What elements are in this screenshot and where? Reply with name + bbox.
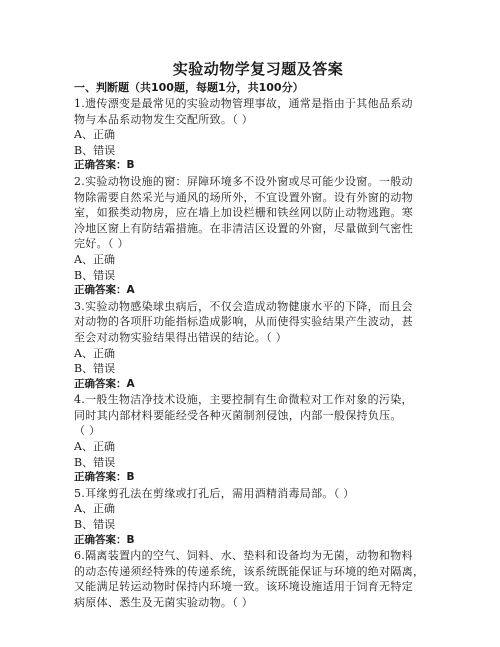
question-item bbox=[74, 96, 442, 174]
correct-answer: 正确答案：B bbox=[74, 533, 135, 546]
question-text-line: 的动态传递须经特殊的传递系统，该系统既能保证与环境的绝对隔离， bbox=[74, 564, 425, 578]
question-text-line: （ ） bbox=[74, 424, 101, 438]
question-text-line: 至会对动物实验结果得出错误的结论。（ ） bbox=[74, 330, 287, 344]
question-item bbox=[74, 548, 442, 610]
correct-answer: 正确答案：A bbox=[74, 284, 135, 297]
question-text-line: 4.一般生物洁净技术设施，主要控制有生命微粒对工作对象的污染， bbox=[74, 393, 413, 407]
document-title: 实验动物学复习题及答案 bbox=[172, 60, 344, 78]
question-text-line: 5.耳缘剪孔法在剪缘或打孔后，需用酒精消毒局部。（ ） bbox=[74, 486, 355, 500]
question-item bbox=[74, 392, 442, 486]
correct-answer: 正确答案：A bbox=[74, 377, 135, 390]
answer-option: B、错误 bbox=[74, 143, 116, 157]
question-text-line: 同时其内部材料要能经受各种灭菌制剂侵蚀，内部一般保持负压。 bbox=[74, 408, 402, 422]
question-text-line: 室，如猴类动物房，应在墙上加设栏栅和铁丝网以防止动物逃跑。寒 bbox=[74, 206, 413, 220]
question-text-line: 物与本品系动物发生交配所致。（ ） bbox=[74, 112, 254, 126]
answer-option: B、错误 bbox=[74, 268, 116, 282]
question-text-line: 1.遗传漂变是最常见的实验动物管理事故，通常是指由于其他品系动 bbox=[74, 97, 413, 110]
correct-answer: 正确答案：B bbox=[74, 159, 135, 172]
answer-option: B、错误 bbox=[74, 455, 116, 469]
answer-option: A、正确 bbox=[74, 252, 115, 266]
question-item bbox=[74, 174, 442, 299]
question-text-line: 物除需要自然采光与通风的场所外，不宜设置外窗。设有外窗的动物 bbox=[74, 190, 413, 204]
question-text-line: 对动物的各项肝功能指标造成影响，从而使得实验结果产生波动，甚 bbox=[74, 315, 413, 329]
question-text-line: 6.隔离装置内的空气、饲料、水、垫料和设备均为无菌，动物和物料 bbox=[74, 549, 413, 563]
correct-answer: 正确答案：B bbox=[74, 471, 135, 484]
question-text-line: 病原体、悉生及无菌实验动物。（ ） bbox=[74, 596, 254, 609]
answer-option: A、正确 bbox=[74, 346, 115, 360]
answer-option: B、错误 bbox=[74, 362, 116, 376]
answer-option: A、正确 bbox=[74, 128, 115, 142]
question-list bbox=[74, 96, 442, 611]
question-item bbox=[74, 486, 442, 548]
section-title: 一、判断题（共100题，每题1分，共100分） bbox=[74, 81, 304, 94]
answer-option: B、错误 bbox=[74, 518, 116, 532]
answer-option: A、正确 bbox=[74, 502, 115, 516]
answer-option: A、正确 bbox=[74, 440, 115, 454]
question-text-line: 2.实验动物设施的窗：屏障环境多不设外窗或尽可能少设窗。一般动 bbox=[74, 174, 413, 188]
question-text-line: 3.实验动物感染球虫病后，不仅会造成动物健康水平的下降，而且会 bbox=[74, 299, 413, 313]
question-text-line: 完好。（ ） bbox=[74, 237, 129, 251]
question-text-line: 冷地区窗上有防结霜措施。在非清洁区设置的外窗，尽量做到气密性 bbox=[74, 221, 413, 235]
question-item bbox=[74, 299, 442, 393]
question-text-line: 又能满足转运动物时保持内环境一致。该环境设施适用于饲育无特定 bbox=[74, 580, 413, 594]
